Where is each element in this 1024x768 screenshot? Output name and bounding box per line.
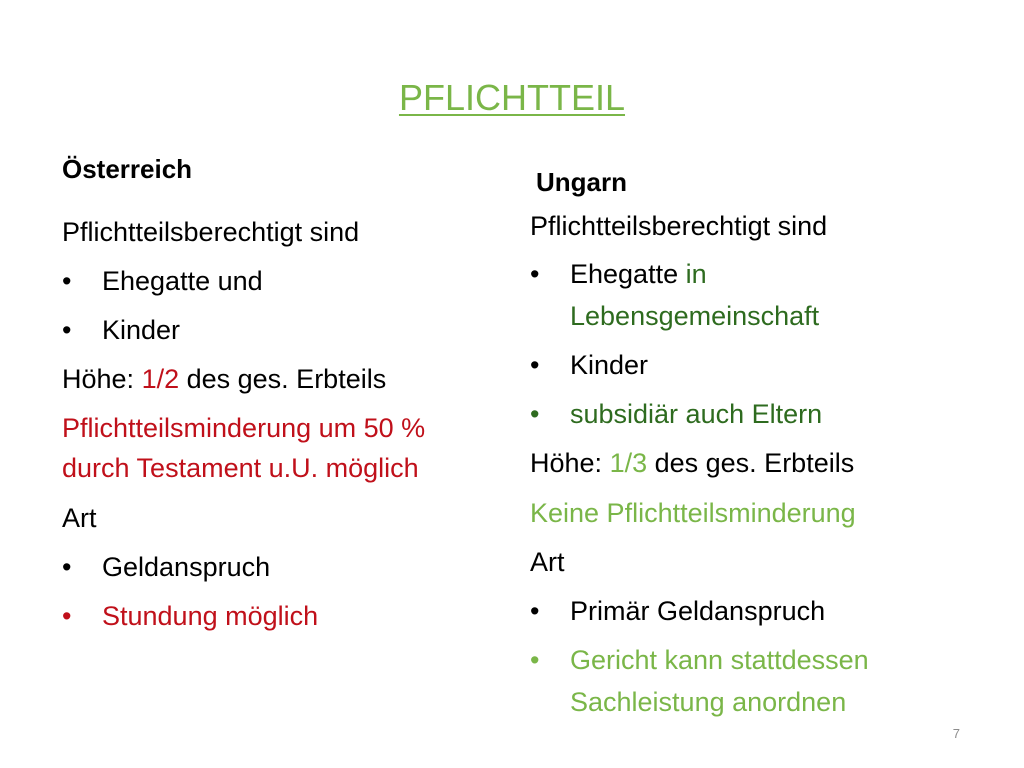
bullet-icon: •	[530, 350, 540, 380]
austria-reduction-line1: Pflichtteilsminderung um 50 %	[62, 413, 426, 443]
bullet-text: subsidiär auch Eltern	[570, 399, 823, 429]
hungary-no-reduction: Keine Pflichtteilsminderung	[530, 498, 856, 528]
bullet-icon: •	[62, 552, 72, 582]
bullet-icon: •	[530, 399, 540, 429]
austria-art-label: Art	[62, 503, 97, 533]
share-suffix: des ges. Erbteils	[179, 364, 387, 394]
share-fraction: 1/2	[141, 364, 180, 394]
hungary-heading: Ungarn	[536, 167, 627, 197]
austria-share-amount	[62, 363, 386, 395]
bullet-text: Ehegatte in	[570, 259, 707, 289]
slide-title: PFLICHTTEIL	[398, 77, 626, 118]
share-fraction: 1/3	[609, 448, 648, 478]
share-suffix: des ges. Erbteils	[647, 448, 855, 478]
austria-entitled-label: Pflichtteilsberechtigt sind	[62, 217, 360, 247]
bullet-text: Ehegatte und	[102, 266, 263, 296]
bullet-text: Kinder	[102, 315, 181, 345]
bullet-icon: •	[62, 266, 72, 296]
share-label: Höhe:	[62, 364, 142, 394]
austria-reduction-line2: durch Testament u.U. möglich	[62, 453, 419, 483]
page-number: 7	[952, 726, 960, 741]
bullet-icon: •	[530, 596, 540, 626]
bullet-text: Gericht kann stattdessen	[570, 645, 869, 675]
austria-heading: Österreich	[62, 154, 193, 184]
bullet-icon: •	[62, 601, 72, 631]
share-label: Höhe:	[530, 448, 610, 478]
hungary-bullet-court-line2: Sachleistung anordnen	[570, 687, 847, 717]
hungary-bullet-spouse-line2: Lebensgemeinschaft	[570, 301, 820, 331]
bullet-icon: •	[530, 645, 540, 675]
bullet-text: Geldanspruch	[102, 552, 271, 582]
bullet-icon: •	[62, 315, 72, 345]
hungary-entitled-label: Pflichtteilsberechtigt sind	[530, 211, 828, 241]
hungary-share-amount	[530, 447, 854, 479]
bullet-icon: •	[530, 259, 540, 289]
bullet-text: Kinder	[570, 350, 649, 380]
hungary-art-label: Art	[530, 547, 565, 577]
bullet-text: Primär Geldanspruch	[570, 596, 826, 626]
bullet-text: Stundung möglich	[102, 601, 319, 631]
